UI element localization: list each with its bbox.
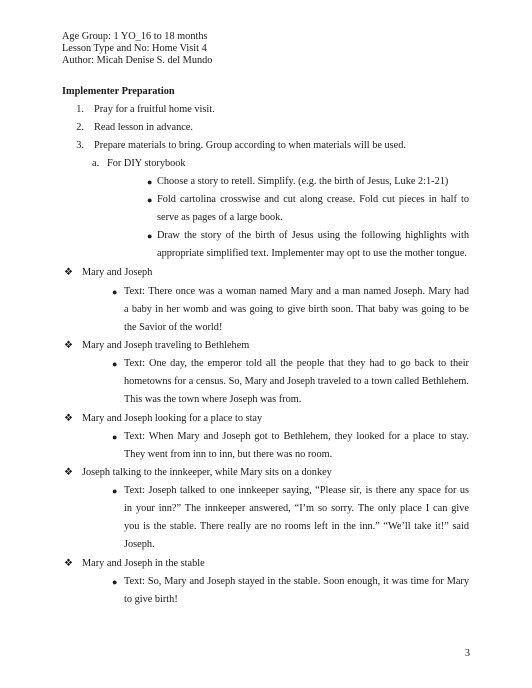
sub-bullet-line: Choose a story to retell. Simplify. (e.g. the birth of Jesus, Luke 2:1-21) xyxy=(157,176,449,187)
scene-title: Mary and Joseph traveling to Bethlehem xyxy=(82,340,250,351)
step-text: Prepare materials to bring. Group according to when materials will be used. xyxy=(94,140,406,151)
sub-bullet-line: appropriate simplified text. Implementer may opt to use the mother tongue. xyxy=(157,248,467,259)
sub-bullet-line: serve as pages of a large book. xyxy=(157,212,283,223)
page-number: 3 xyxy=(464,648,470,659)
lesson-type-line: Lesson Type and No: Home Visit 4 xyxy=(62,43,207,54)
scene-title: Mary and Joseph xyxy=(82,267,153,278)
scene-text-line: This was the town where Joseph was from. xyxy=(124,394,302,405)
sub-bullet-line: Fold cartolina crosswise and cut along crease. Fold cut pieces in half to xyxy=(157,194,469,205)
section-title: Implementer Preparation xyxy=(62,86,175,97)
age-group-line: Age Group: 1 YO_16 to 18 months xyxy=(62,31,208,42)
sub-bullet-line: Draw the story of the birth of Jesus using the following highlights with xyxy=(157,230,469,241)
bullet-icon: ● xyxy=(147,195,153,205)
step-text: Read lesson in advance. xyxy=(94,122,193,133)
scene-text-line: Joseph. xyxy=(124,539,155,550)
step-text: Pray for a fruitful home visit. xyxy=(94,104,215,115)
scene-title: Mary and Joseph looking for a place to stay xyxy=(82,413,263,424)
scene-text-line: you is the stable. There really are no rooms left in the inn.” “We’ll take it!” said xyxy=(124,521,469,532)
scene-title: Mary and Joseph in the stable xyxy=(82,558,205,569)
step-number: 1. xyxy=(76,104,84,115)
diamond-bullet-icon: ❖ xyxy=(64,340,73,351)
diamond-bullet-icon: ❖ xyxy=(64,467,73,478)
bullet-icon: ● xyxy=(147,177,153,187)
scene-text-line: Text: Joseph talked to one innkeeper saying, “Please sir, is there any space for us xyxy=(124,485,469,496)
bullet-icon: ● xyxy=(112,359,118,369)
diamond-bullet-icon: ❖ xyxy=(64,558,73,569)
scene-text-line: in your inn?” The innkeeper answered, “I’m so sorry. The only place I can give xyxy=(124,503,469,514)
scene-text-line: hometowns for a census. So, Mary and Joseph traveled to a town called Bethlehem. xyxy=(124,376,469,387)
sub-item-text: For DIY storybook xyxy=(107,158,186,169)
bullet-icon: ● xyxy=(112,287,118,297)
scene-text-line: They went from inn to inn, but there was no room. xyxy=(124,449,333,460)
scene-title: Joseph talking to the innkeeper, while Mary sits on a donkey xyxy=(82,467,332,478)
bullet-icon: ● xyxy=(112,577,118,587)
scene-text-line: Text: When Mary and Joseph got to Bethlehem, they looked for a place to stay. xyxy=(124,431,469,442)
scene-text-line: Text: So, Mary and Joseph stayed in the stable. Soon enough, it was time for Mary xyxy=(124,576,469,587)
bullet-icon: ● xyxy=(112,432,118,442)
author-line: Author: Micah Denise S. del Mundo xyxy=(62,55,213,66)
step-number: 3. xyxy=(76,140,84,151)
scene-text-line: a baby in her womb and was going to give birth soon. That baby was going to be xyxy=(124,304,469,315)
bullet-icon: ● xyxy=(147,231,153,241)
diamond-bullet-icon: ❖ xyxy=(64,413,73,424)
scene-text-line: to give birth! xyxy=(124,594,178,605)
diamond-bullet-icon: ❖ xyxy=(64,267,73,278)
scene-text-line: Text: One day, the emperor told all the people that they had to go back to their xyxy=(124,358,469,369)
scene-text-line: Text: There once was a woman named Mary and a man named Joseph. Mary had xyxy=(124,286,469,297)
bullet-icon: ● xyxy=(112,486,118,496)
scene-text-line: the Savior of the world! xyxy=(124,322,223,333)
sub-item-letter: a. xyxy=(92,158,100,169)
step-number: 2. xyxy=(76,122,84,133)
